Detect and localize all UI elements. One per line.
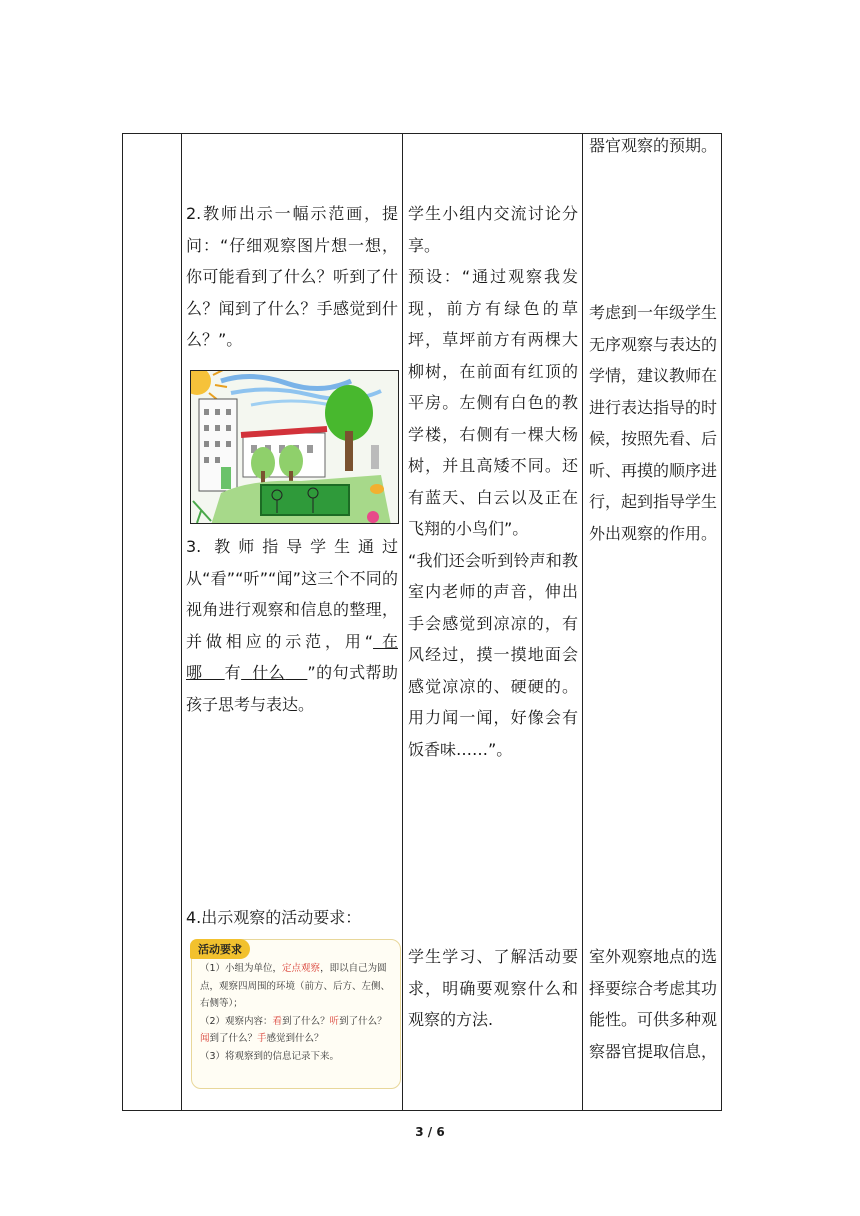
student-activity-1 bbox=[408, 198, 578, 765]
teacher-step-2 bbox=[186, 198, 398, 356]
pattern-blank-where: 在哪 bbox=[186, 631, 398, 682]
design-intent-3 bbox=[589, 941, 717, 1067]
teacher-step-2-text: 2.教师出示一幅示范画，提问：“仔细观察图片想一想，你可能看到了什么？听到了什么？闻到了什么？手感觉到什么？”。 bbox=[186, 204, 398, 349]
student-activity-2 bbox=[408, 941, 578, 1036]
design-intent-expectation: 器官观察的预期。 bbox=[589, 136, 718, 155]
requirement-3: （3）将观察到的信息记录下来。 bbox=[200, 1050, 340, 1062]
sample-drawing bbox=[190, 370, 399, 524]
design-intent-location: 室外观察地点的选择要综合考虑其功能性。可供多种观察器官提取信息， bbox=[589, 947, 718, 1061]
student-learn-requirements-text: 学生学习、了解活动要求，明确要观察什么和观察的方法. bbox=[408, 947, 578, 1029]
teacher-step-3-text: 3. 教师指导学生通过从“看”“听”“闻”这三个不同的视角进行观察和信息的整理，并做相应的示范，用“ 在哪 有 什么 ”的句式帮助孩子思考与表达。 bbox=[186, 537, 398, 714]
pattern-blank-what: 什么 bbox=[252, 663, 286, 682]
design-intent-guidance: 考虑到一年级学生无序观察与表达的学情，建议教师在进行表达指导的时候，按照先看、后听、再摸的顺序进行，起到指导学生外出观察的作用。 bbox=[589, 303, 718, 543]
student-preset-text: 预设：“通过观察我发现，前方有绿色的草坪，草坪前方有两棵大柳树，在前面有红顶的平房。左侧有白色的教学楼，右侧有一棵大杨树，并且高矮不同。还有蓝天、白云以及正在飞翔的小鸟们”。 bbox=[408, 267, 578, 538]
lesson-table bbox=[122, 133, 722, 1111]
teacher-step-4-text: 4.出示观察的活动要求： bbox=[186, 908, 362, 927]
page-number: 3 / 6 bbox=[415, 1125, 445, 1139]
student-discussion-text: 学生小组内交流讨论分享。 bbox=[408, 204, 578, 255]
teacher-step-3 bbox=[186, 531, 398, 720]
column-divider bbox=[582, 134, 583, 1110]
design-intent-1 bbox=[589, 130, 717, 162]
design-intent-2 bbox=[589, 297, 717, 549]
requirement-1: （1）小组为单位，定点观察，即以自己为圆点，观察四周围的环境（前方、后方、左侧、右侧等）； bbox=[200, 963, 391, 1009]
column-divider bbox=[181, 134, 182, 1110]
activity-requirements-card bbox=[191, 939, 401, 1089]
requirement-2: （2）观察内容：看到了什么？听到了什么？闻到了什么？手感觉到什么？ bbox=[200, 1015, 387, 1044]
student-preset-sounds-text: “我们还会听到铃声和教室内老师的声音，伸出手会感觉到凉凉的，有风经过，摸一摸地面会感觉凉凉的、硬硬的。用力闻一闻，好像会有饭香味……”。 bbox=[408, 550, 578, 759]
activity-requirements-tag: 活动要求 bbox=[190, 939, 250, 959]
column-divider bbox=[402, 134, 403, 1110]
teacher-step-4 bbox=[186, 902, 398, 934]
